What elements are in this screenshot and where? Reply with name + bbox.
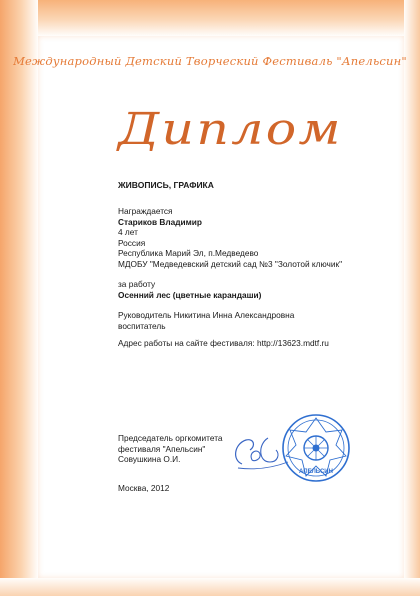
work-address: Адрес работы на сайте фестиваля: http://13623.mdtf.ru [118, 338, 329, 348]
frame-top [0, 0, 420, 36]
place-date [118, 483, 169, 494]
diploma-heading: Диплом [118, 104, 343, 155]
award-block [118, 206, 342, 270]
frame-bottom [0, 578, 420, 596]
festival-title: Международный Детский Творческий Фестиваль "Апельсин" [13, 54, 407, 68]
awardee-age: 4 лет [118, 227, 138, 238]
chair-festival: фестиваля "Апельсин" [118, 443, 206, 454]
chair-block [118, 433, 223, 465]
place-date-text: Москва, 2012 [118, 483, 170, 493]
frame-left [0, 0, 38, 596]
festival-seal-image [272, 410, 360, 486]
seal-text: АПЕЛЬСИН [299, 469, 333, 475]
frame-right [404, 0, 420, 596]
awardee-name: Стариков Владимир [118, 216, 202, 227]
mentor-line: Руководитель Никитина Инна Александровна [118, 310, 295, 320]
mentor-role: воспитатель [118, 320, 166, 331]
awardee-region: Республика Марий Эл, п.Медведево [118, 248, 259, 259]
work-title: Осенний лес (цветные карандаши) [118, 289, 262, 300]
awardee-school: МДОБУ "Медведевский детский сад №3 "Золотой ключик" [118, 258, 343, 269]
chair-name: Совушкина О.И. [118, 454, 181, 465]
work-block [118, 279, 261, 300]
chair-title: Председатель оргкомитета [118, 433, 223, 443]
work-intro: за работу [118, 279, 156, 289]
mentor-block [118, 310, 294, 331]
awardee-country: Россия [118, 237, 146, 248]
address-line [118, 338, 329, 349]
award-intro: Награждается [118, 206, 173, 216]
category-label: ЖИВОПИСЬ, ГРАФИКА [118, 180, 214, 190]
